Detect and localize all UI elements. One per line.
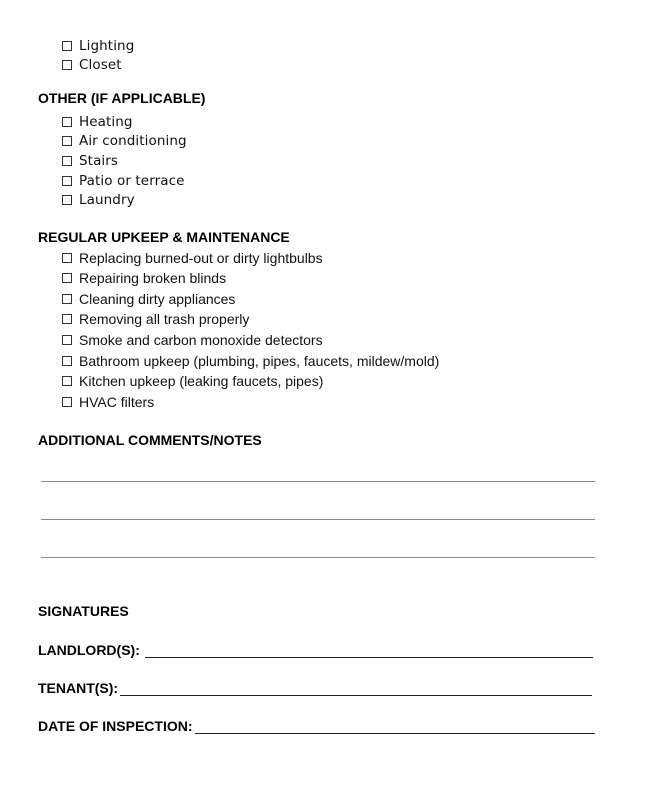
tenant-signature-row [38,676,592,696]
item-label: Heating [79,114,133,130]
checklist-item-heating[interactable] [62,112,133,132]
checkbox-icon[interactable] [62,376,72,386]
checkbox-icon[interactable] [62,195,72,205]
checkbox-icon[interactable] [62,314,72,324]
checkbox-icon[interactable] [62,335,72,345]
tenant-signature-field[interactable] [120,681,592,696]
checkbox-icon[interactable] [62,60,72,70]
item-label: Removing all trash properly [79,311,250,327]
item-label: Laundry [79,192,135,208]
item-label: Stairs [79,153,119,169]
item-label: Closet [79,57,122,73]
checklist-item-bathroom[interactable] [62,351,439,371]
checklist-item-hvac[interactable] [62,392,154,412]
checklist-item-trash[interactable] [62,309,249,329]
item-label: Repairing broken blinds [79,270,227,286]
item-label: HVAC filters [79,394,155,410]
comment-line-3[interactable] [41,557,595,558]
checklist-item-appliances[interactable] [62,289,235,309]
checklist-item-lightbulbs[interactable] [62,248,323,268]
checkbox-icon[interactable] [62,253,72,263]
checklist-item-laundry[interactable] [62,190,135,210]
section-heading-signatures: SIGNATURES [38,603,129,619]
checklist-item-air-conditioning[interactable] [62,131,187,151]
checkbox-icon[interactable] [62,294,72,304]
checklist-item-detectors[interactable] [62,330,323,350]
checklist-item-kitchen[interactable] [62,371,323,391]
date-of-inspection-field[interactable] [195,719,595,734]
item-label: Bathroom upkeep (plumbing, pipes, faucets, mildew/mold) [79,353,440,369]
section-heading-other: OTHER (IF APPLICABLE) [38,90,206,106]
checklist-item-blinds[interactable] [62,268,226,288]
checklist-item-lighting[interactable] [62,36,134,56]
checkbox-icon[interactable] [62,41,72,51]
landlord-signature-row [38,638,593,658]
item-label: Patio or terrace [79,173,185,189]
date-of-inspection-row [38,714,595,734]
item-label: Kitchen upkeep (leaking faucets, pipes) [79,373,324,389]
item-label: Air conditioning [79,133,187,149]
checklist-item-stairs[interactable] [62,151,118,171]
item-label: Replacing burned-out or dirty lightbulbs [79,250,323,266]
date-of-inspection-label: DATE OF INSPECTION: [38,718,193,734]
checkbox-icon[interactable] [62,117,72,127]
checkbox-icon[interactable] [62,156,72,166]
section-heading-comments: ADDITIONAL COMMENTS/NOTES [38,432,262,448]
checkbox-icon[interactable] [62,397,72,407]
tenant-label: TENANT(S): [38,680,119,696]
item-label: Smoke and carbon monoxide detectors [79,332,323,348]
checkbox-icon[interactable] [62,176,72,186]
checklist-item-patio[interactable] [62,171,185,191]
section-heading-upkeep: REGULAR UPKEEP & MAINTENANCE [38,229,290,245]
checkbox-icon[interactable] [62,356,72,366]
comment-line-2[interactable] [41,519,595,520]
checkbox-icon[interactable] [62,273,72,283]
landlord-signature-field[interactable] [145,643,593,658]
item-label: Lighting [79,38,135,54]
comment-line-1[interactable] [41,481,595,482]
checkbox-icon[interactable] [62,136,72,146]
item-label: Cleaning dirty appliances [79,291,236,307]
checklist-item-closet[interactable] [62,55,122,75]
landlord-label: LANDLORD(S): [38,642,140,658]
